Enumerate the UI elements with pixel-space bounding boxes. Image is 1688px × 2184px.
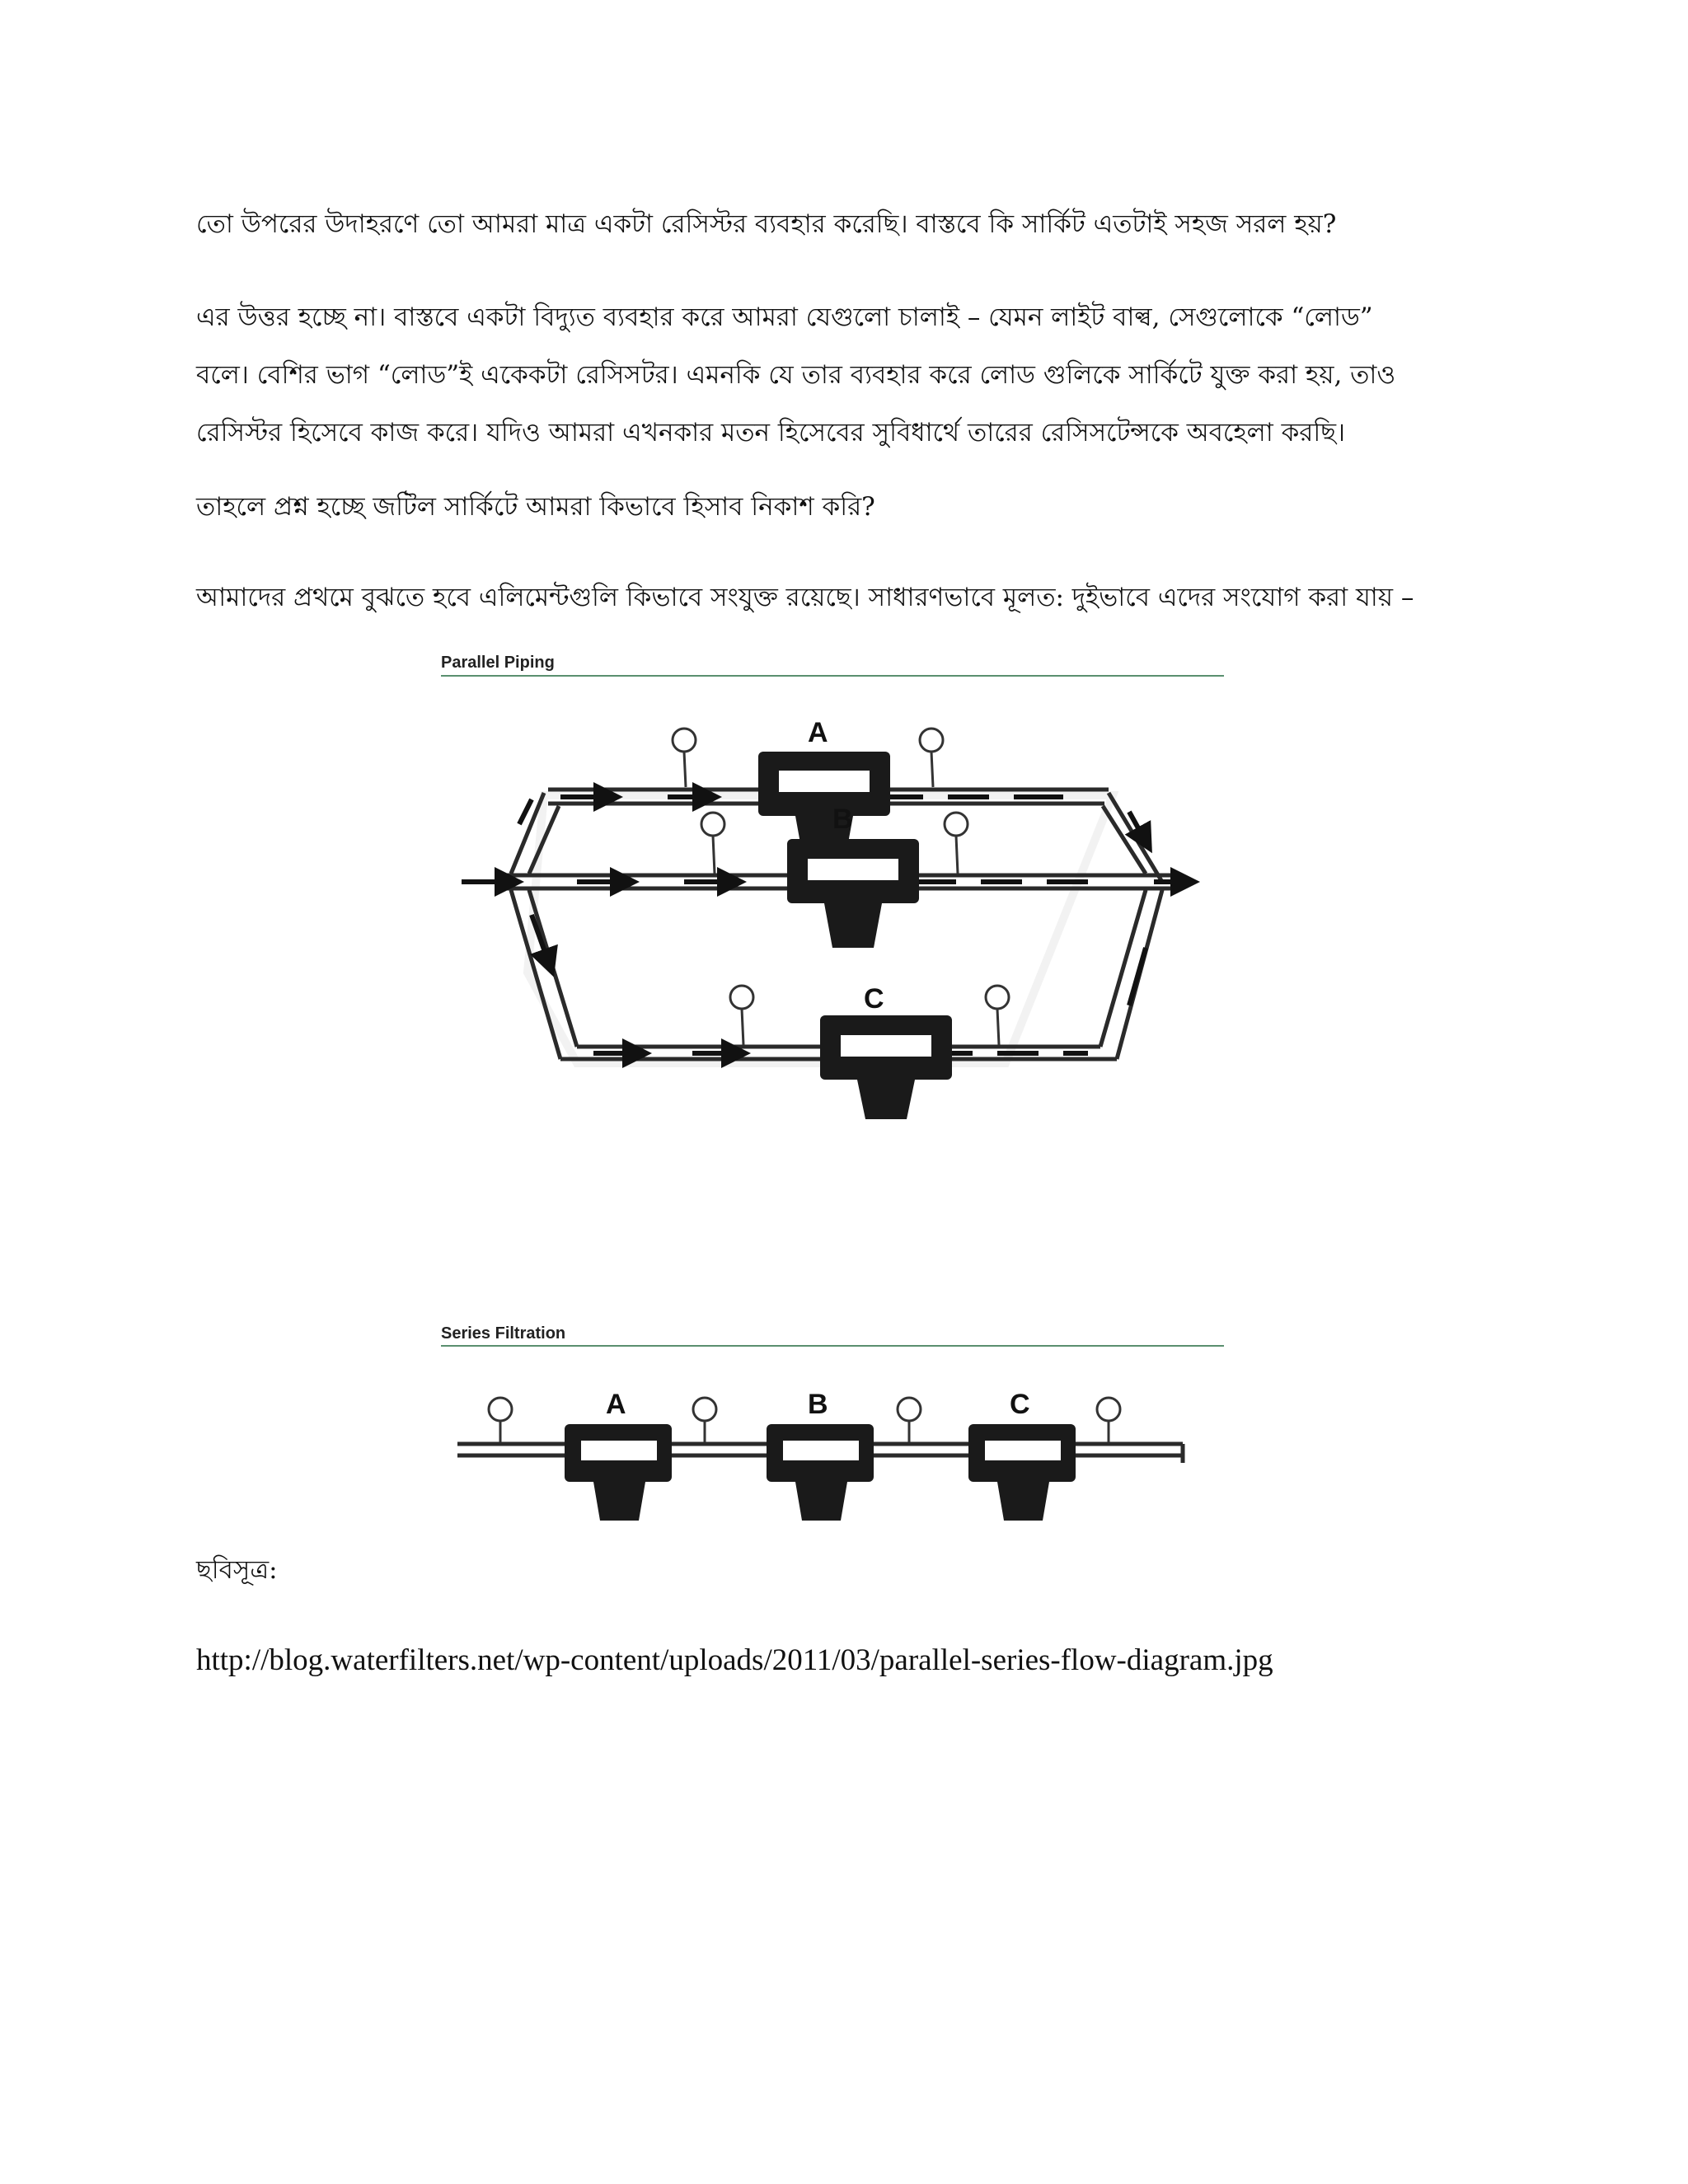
figure-series-rule [441, 1345, 1224, 1347]
paragraph-connection: আমাদের প্রথমে বুঝতে হবে এলিমেন্টগুলি কিভাবে সংযুক্ত রয়েছে। সাধারণভাবে মূলত: দুইভাবে এদের সংযোগ করা যায় – [196, 583, 1414, 612]
parallel-piping-diagram [495, 701, 1187, 1129]
paragraph-question: তাহলে প্রশ্ন হচ্ছে জটিল সার্কিটে আমরা কিভাবে হিসাব নিকাশ করি? [196, 492, 875, 522]
series-filter-a [565, 1424, 672, 1521]
filter-label-a: A [808, 717, 828, 748]
figure-parallel-rule [441, 675, 1224, 677]
image-source-url: http://blog.waterfilters.net/wp-content/uploads/2011/03/parallel-series-flow-diagram.jpg [196, 1643, 1273, 1677]
figure-series-title: Series Filtration [441, 1324, 566, 1343]
paragraph-intro: তো উপরের উদাহরণে তো আমরা মাত্র একটা রেসিস্টর ব্যবহার করেছি। বাস্তবে কি সার্কিট এতটাই সহজ সরল হয়? [196, 209, 1337, 239]
series-label-b: B [808, 1389, 828, 1420]
series-filter-b [767, 1424, 874, 1521]
paragraph-load [196, 288, 1395, 462]
filter-housing-c [820, 1015, 952, 1119]
series-label-a: A [606, 1389, 626, 1420]
series-filter-c [968, 1424, 1076, 1521]
filter-label-c: C [864, 983, 884, 1015]
paragraph-load-line: রেসিস্টর হিসেবে কাজ করে। যদিও আমরা এখনকার মতন হিসেবের সুবিধার্থে তারের রেসিসটেন্সকে অবহেলা করছি। [196, 418, 1346, 448]
figure-parallel-title: Parallel Piping [441, 654, 555, 672]
filter-housing-b [787, 839, 919, 948]
series-filtration-diagram [457, 1368, 1199, 1533]
paragraph-load-line: এর উত্তর হচ্ছে না। বাস্তবে একটা বিদ্যুত ব্যবহার করে আমরা যেগুলো চালাই – যেমন লাইট বাল্ব, সেগুলোকে “লোড” [196, 302, 1373, 332]
paragraph-load-line: বলে। বেশির ভাগ “লোড”ই একেকটা রেসিসটর। এমনকি যে তার ব্যবহার করে লোড গুলিকে সার্কিটে যুক্ত করা হয়, তাও [196, 360, 1396, 390]
series-label-c: C [1010, 1389, 1030, 1420]
filter-label-b: B [832, 804, 853, 835]
image-source-caption: ছবিসূত্র: [196, 1555, 278, 1585]
